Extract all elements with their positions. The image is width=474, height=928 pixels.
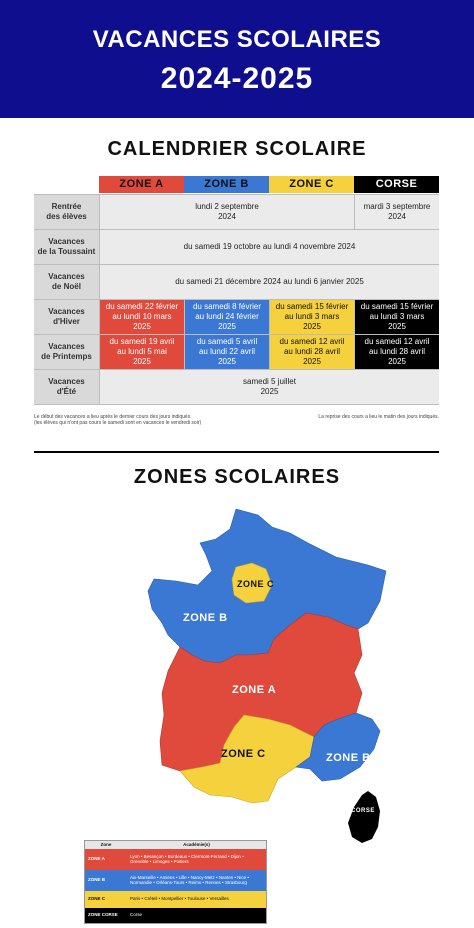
note-right: La reprise des cours a lieu le matin des jours indiqués.: [318, 414, 439, 420]
row-rentree: [34, 194, 439, 229]
legend-head-academies: Académie(s): [183, 842, 210, 847]
rentree-corse-cell: mardi 3 septembre 2024: [354, 195, 439, 229]
toussaint-cell: du samedi 19 octobre au lundi 4 novembre 2024: [99, 230, 439, 264]
legend-row: [85, 891, 266, 908]
legend-row: [85, 870, 266, 891]
printemps-zone-a-cell: du samedi 19 avril au lundi 5 mai 2025: [99, 335, 184, 369]
legend-academies: Paris • Créteil • Montpellier • Toulouse • Versailles: [130, 896, 229, 902]
header-banner: [0, 0, 474, 118]
map-label-zone-c-south: ZONE C: [221, 748, 266, 760]
row-label: Vacances de Printemps: [34, 335, 99, 369]
row-label: Vacances de la Toussaint: [34, 230, 99, 264]
france-zones-map: [140, 505, 390, 845]
row-label: Vacances de Noël: [34, 265, 99, 299]
noel-cell: du samedi 21 décembre 2024 au lundi 6 janvier 2025: [99, 265, 439, 299]
zone-c-header: ZONE C: [269, 176, 354, 193]
map-label-zone-c-paris: ZONE C: [237, 579, 275, 589]
calendar-title: CALENDRIER SCOLAIRE: [107, 138, 367, 160]
zone-a-header: ZONE A: [99, 176, 184, 193]
ete-cell: samedi 5 juillet 2025: [99, 370, 439, 404]
hiver-zone-a-cell: du samedi 22 février au lundi 10 mars 2025: [99, 300, 184, 334]
note-left-line1: Le début des vacances a lieu après le dernier cours des jours indiqués.: [34, 414, 192, 420]
legend-academies: Corse: [130, 912, 143, 918]
printemps-corse-cell: du samedi 12 avril au lundi 28 avril 2025: [354, 335, 439, 369]
hiver-zone-c-cell: du samedi 15 février au lundi 3 mars 2025: [269, 300, 354, 334]
row-toussaint: [34, 229, 439, 264]
rentree-main-cell: lundi 2 septembre 2024: [99, 195, 354, 229]
printemps-zone-c-cell: du samedi 12 avril au lundi 28 avril 2025: [269, 335, 354, 369]
hiver-zone-b-cell: du samedi 8 février au lundi 24 février 2025: [184, 300, 269, 334]
header-title-line1: VACANCES SCOLAIRES: [92, 26, 382, 53]
section-divider: [34, 451, 439, 453]
row-label: Rentrée des élèves: [34, 195, 99, 229]
row-ete: [34, 369, 439, 405]
legend-head-zone: Zone: [100, 842, 112, 847]
zone-b-header: ZONE B: [184, 176, 269, 193]
map-label-zone-a: ZONE A: [232, 684, 277, 696]
zones-title: ZONES SCOLAIRES: [133, 466, 341, 488]
row-label: Vacances d'Été: [34, 370, 99, 404]
corse-region: [348, 791, 380, 843]
legend-zone-label: ZONE A: [88, 856, 105, 862]
legend-zone-label: ZONE B: [88, 877, 106, 883]
zones-legend-table: [84, 840, 267, 924]
note-left: [34, 414, 254, 426]
legend-header-row: [85, 841, 266, 849]
legend-academies: Aix-Marseille • Amiens • Lille • Nancy-Metz • Nantes • Nice • Normandie • Orléans-Tours • Reims • Rennes • Strasbourg: [130, 874, 249, 885]
map-label-corse: CORSE: [351, 808, 375, 814]
hiver-corse-cell: du samedi 15 février au lundi 3 mars 2025: [354, 300, 439, 334]
row-label: Vacances d'Hiver: [34, 300, 99, 334]
row-hiver: [34, 299, 439, 334]
map-label-zone-b-north: ZONE B: [183, 612, 228, 624]
legend-row: [85, 849, 266, 870]
row-noel: [34, 264, 439, 299]
legend-zone-label: ZONE C: [88, 896, 106, 902]
legend-row: [85, 908, 266, 923]
printemps-zone-b-cell: du samedi 5 avril au lundi 22 avril 2025: [184, 335, 269, 369]
header-title-line2: 2024-2025: [160, 62, 314, 95]
map-label-zone-b-south: ZONE B: [326, 752, 371, 764]
row-printemps: [34, 334, 439, 369]
note-left-line2: (les élèves qui n'ont pas cours le samedi sont en vacances le vendredi soir): [34, 420, 202, 426]
corse-header: CORSE: [354, 176, 439, 193]
legend-zone-label: ZONE CORSE: [88, 912, 118, 918]
legend-academies: Lyon • Besançon • Bordeaux • Clermont-Ferrand • Dijon • Grenoble • Limoges • Poitiers: [130, 853, 244, 864]
